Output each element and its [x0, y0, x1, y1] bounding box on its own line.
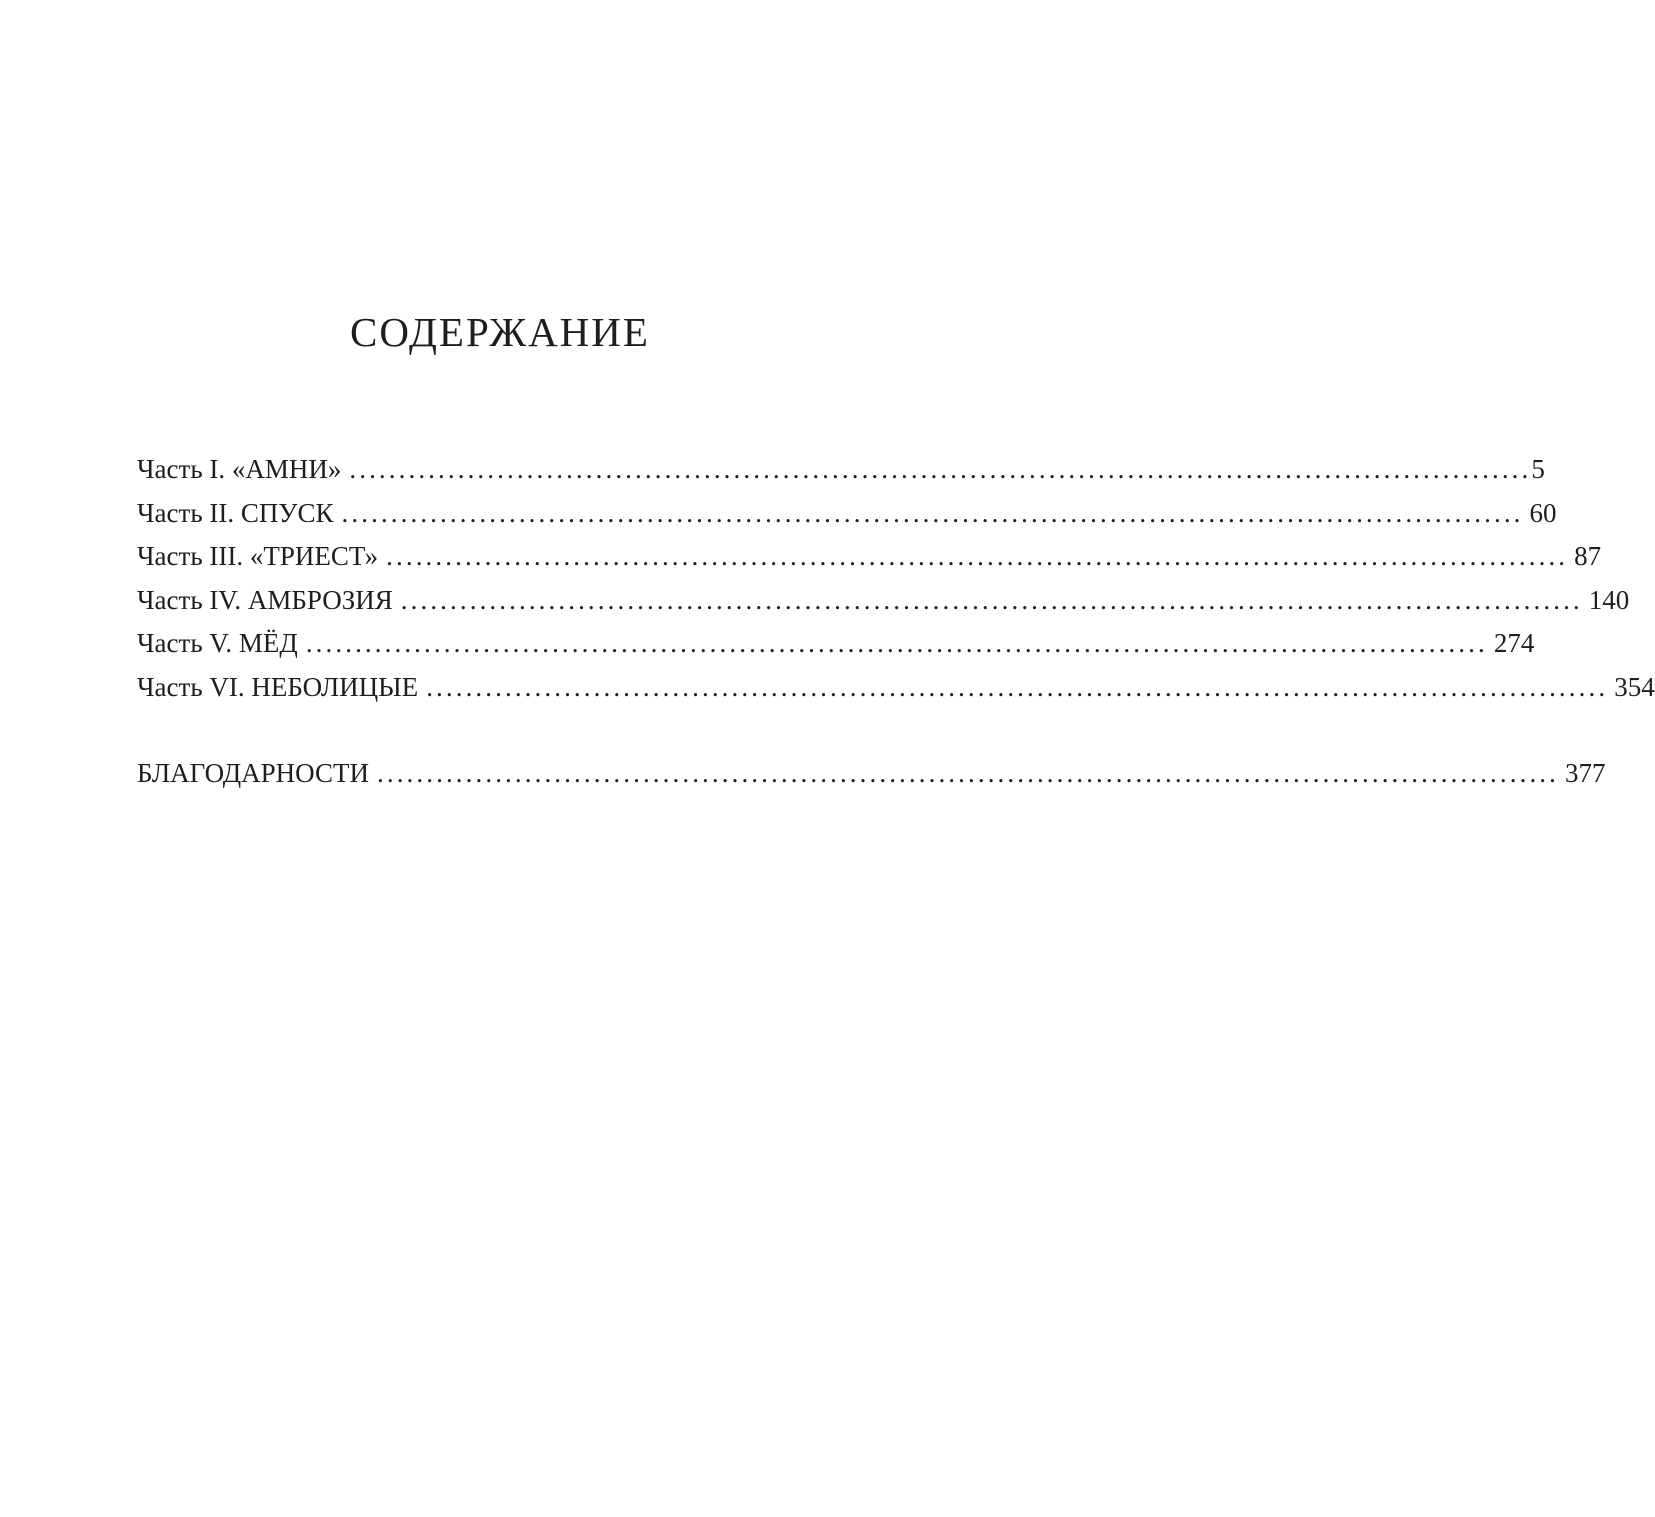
- dot-leader: ........................................................................................................................: [349, 454, 1532, 484]
- toc-entry-page: 60: [1529, 497, 1557, 528]
- dot-leader: ........................................................................................................................: [400, 584, 1583, 615]
- toc-spacer: [137, 709, 897, 752]
- dot-leader: ........................................................................................................................: [305, 628, 1488, 658]
- toc-entry-title: Часть III. «ТРИЕСТ»: [137, 541, 379, 571]
- toc-entry-acknowledgements[interactable]: [137, 752, 1606, 796]
- toc-entry-title: Часть V. МЁД: [137, 628, 298, 658]
- table-of-contents: [137, 448, 1655, 796]
- toc-entry-page: 5: [1531, 454, 1545, 484]
- toc-entry-page: 377: [1565, 758, 1606, 788]
- toc-entry-title: Часть II. СПУСК: [137, 497, 334, 528]
- toc-entry-page: 140: [1588, 584, 1630, 615]
- toc-entry-part-1[interactable]: [137, 448, 1545, 492]
- toc-entry-title: Часть VI. НЕБОЛИЦЫЕ: [137, 671, 419, 702]
- toc-entry-page: 354: [1614, 671, 1655, 702]
- toc-entry-page: 274: [1493, 628, 1535, 658]
- page-title: СОДЕРЖАНИЕ: [350, 309, 650, 355]
- toc-entry-part-3[interactable]: [137, 535, 1602, 579]
- dot-leader: ........................................................................................................................: [341, 497, 1524, 528]
- toc-entry-title: Часть I. «АМНИ»: [137, 454, 342, 484]
- toc-entry-title: Часть IV. АМБРОЗИЯ: [137, 584, 393, 615]
- dot-leader: ........................................................................................................................: [386, 541, 1569, 571]
- toc-entry-page: 87: [1574, 541, 1602, 571]
- toc-entry-part-6[interactable]: [137, 666, 1655, 710]
- dot-leader: ........................................................................................................................: [426, 671, 1609, 702]
- toc-entry-part-5[interactable]: [137, 622, 1535, 666]
- toc-entry-title: БЛАГОДАРНОСТИ: [137, 758, 369, 788]
- dot-leader: ........................................................................................................................: [377, 758, 1559, 788]
- toc-entry-part-2[interactable]: [137, 492, 1557, 536]
- toc-entry-part-4[interactable]: [137, 579, 1630, 623]
